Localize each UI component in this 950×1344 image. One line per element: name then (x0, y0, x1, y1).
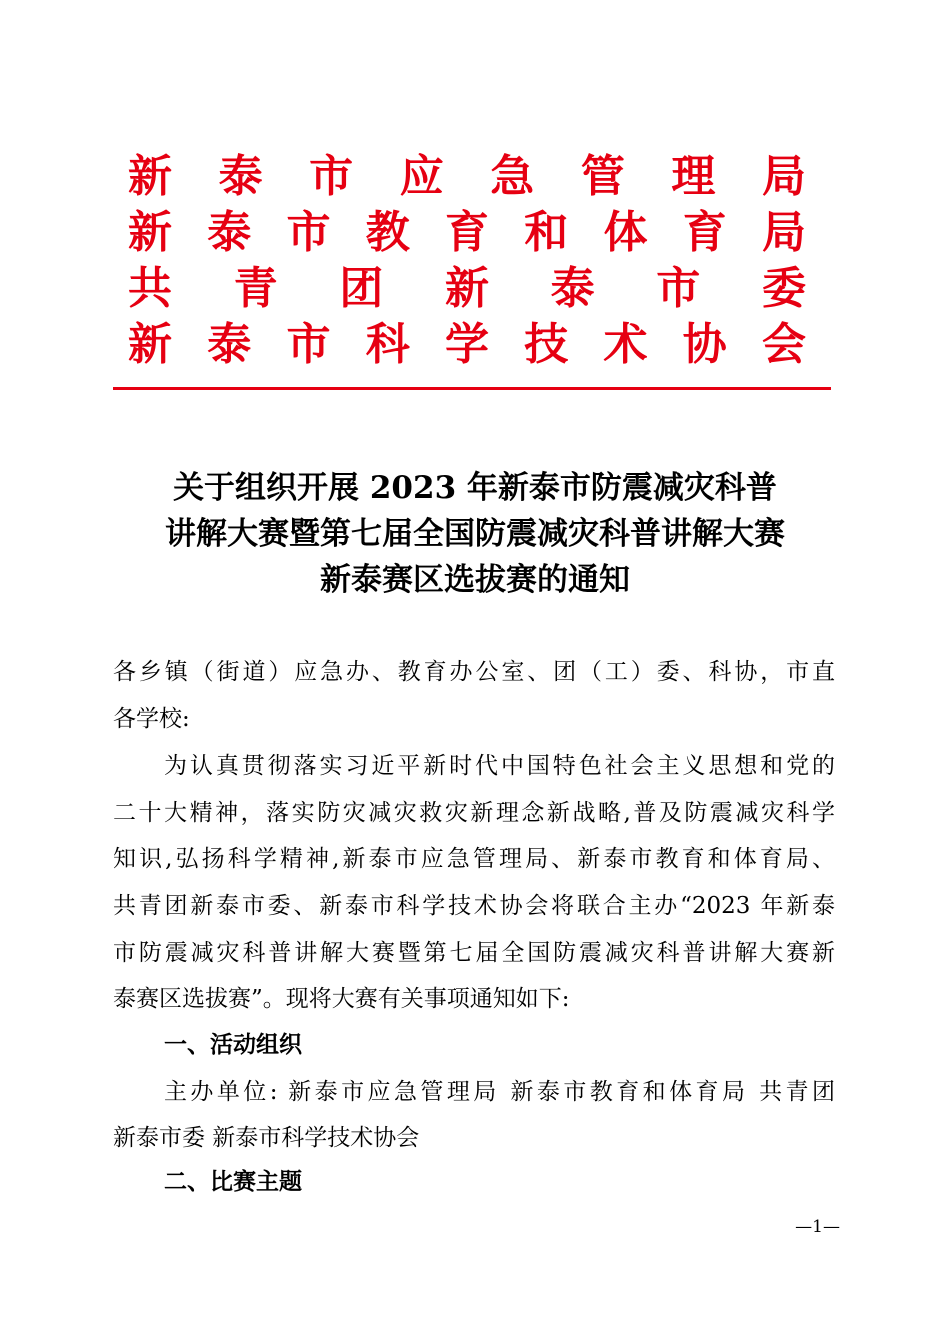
intro-paragraph-line-5: 市防震减灾科普讲解大赛暨第七届全国防震减灾科普讲解大赛新 (113, 940, 835, 966)
recipients-line-1: 各乡镇（街道）应急办、教育办公室、团（工）委、科协，市直 (113, 659, 835, 685)
letterhead-char: 协 (682, 319, 727, 370)
letterhead-char: 育 (682, 207, 727, 258)
letterhead-education-sports-bureau (128, 208, 806, 258)
letterhead-char: 共 (128, 263, 172, 314)
document-title-line-3: 新泰赛区选拔赛的通知 (320, 562, 630, 598)
letterhead-char: 管 (580, 151, 625, 202)
letterhead-char: 泰 (207, 207, 252, 258)
letterhead-char: 青 (233, 263, 278, 314)
document-title-line-1: 关于组织开展 2023 年新泰市防震减灾科普 (173, 470, 777, 506)
letterhead-char: 新 (128, 151, 172, 202)
letterhead-char: 新 (128, 207, 172, 258)
letterhead-char: 教 (365, 207, 410, 258)
letterhead-char: 团 (339, 263, 384, 314)
letterhead-char: 和 (524, 207, 569, 258)
letterhead-char: 市 (286, 207, 331, 258)
letterhead-divider (113, 387, 831, 390)
intro-paragraph-line-3: 知识,弘扬科学精神,新泰市应急管理局、新泰市教育和体育局、 (113, 846, 835, 872)
letterhead-char: 技 (524, 319, 569, 370)
intro-paragraph-line-6: 泰赛区选拔赛”。现将大赛有关事项通知如下: (113, 986, 570, 1012)
letterhead-char: 育 (445, 207, 489, 258)
letterhead-char: 市 (656, 263, 701, 314)
letterhead-science-association (128, 320, 806, 370)
letterhead-char: 术 (603, 319, 648, 370)
document-title-line-2: 讲解大赛暨第七届全国防震减灾科普讲解大赛 (165, 516, 785, 552)
letterhead-char: 委 (761, 263, 806, 314)
letterhead-char: 市 (286, 319, 331, 370)
intro-paragraph-line-2: 二十大精神，落实防灾减灾救灾新理念新战略,普及防震减灾科学 (113, 800, 835, 826)
letterhead-char: 局 (762, 207, 806, 258)
intro-paragraph-line-4: 共青团新泰市委、新泰市科学技术协会将联合主办“2023 年新泰 (113, 893, 835, 919)
letterhead-char: 体 (603, 207, 648, 258)
letterhead-char: 新 (444, 263, 489, 314)
letterhead-char: 泰 (218, 151, 263, 202)
letterhead-char: 市 (309, 151, 354, 202)
letterhead-char: 泰 (207, 319, 252, 370)
section-heading-organization: 一、活动组织 (164, 1032, 302, 1058)
letterhead-char: 学 (445, 319, 489, 370)
section-heading-theme: 二、比赛主题 (164, 1169, 302, 1195)
organizers-line-1: 主办单位: 新泰市应急管理局 新泰市教育和体育局 共青团 (164, 1079, 835, 1105)
organizers-line-2: 新泰市委 新泰市科学技术协会 (113, 1125, 420, 1151)
letterhead-char: 新 (128, 319, 172, 370)
letterhead-char: 科 (365, 319, 410, 370)
letterhead-char: 泰 (550, 263, 595, 314)
letterhead-char: 理 (671, 151, 716, 202)
letterhead-youth-league-committee (128, 264, 806, 314)
letterhead-char: 急 (490, 151, 535, 202)
letterhead-emergency-bureau (128, 152, 806, 202)
letterhead-char: 会 (762, 319, 806, 370)
recipients-line-2: 各学校: (113, 706, 190, 732)
letterhead-char: 应 (399, 151, 444, 202)
letterhead-char: 局 (761, 151, 806, 202)
intro-paragraph-line-1: 为认真贯彻落实习近平新时代中国特色社会主义思想和党的 (164, 753, 835, 779)
page-number: —1— (795, 1217, 840, 1237)
